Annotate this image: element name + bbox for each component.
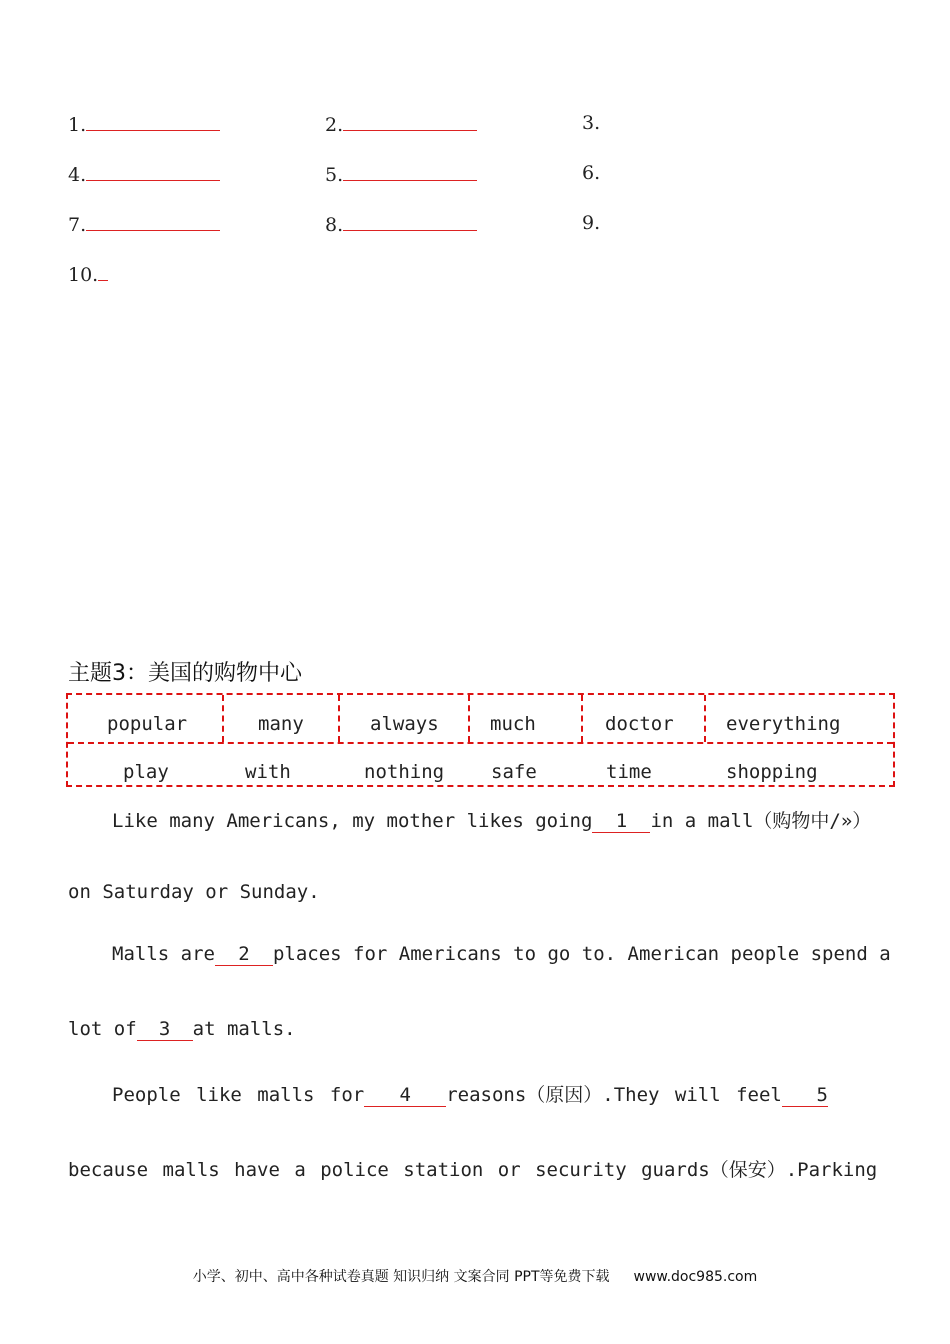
word-option: much xyxy=(490,713,536,735)
word-option: many xyxy=(258,713,304,735)
passage-line: People like malls for 4 reasons（原因）.They will feel 5 xyxy=(112,1084,828,1106)
answer-item: 5. xyxy=(325,162,477,186)
passage-line: on Saturday or Sunday. xyxy=(68,881,320,903)
answer-item: 2. xyxy=(325,112,477,136)
word-option: popular xyxy=(107,713,188,735)
word-option: play xyxy=(123,761,169,783)
answer-blank[interactable] xyxy=(86,162,220,181)
passage-blank[interactable]: 3 xyxy=(137,1018,193,1041)
answer-blank[interactable] xyxy=(343,212,477,231)
word-option: safe xyxy=(491,761,537,783)
answer-item: 6. xyxy=(582,162,601,184)
word-option: always xyxy=(370,713,439,735)
answer-item: 1. xyxy=(68,112,220,136)
answer-blank[interactable] xyxy=(86,212,220,231)
word-box-divider xyxy=(338,695,340,742)
word-option: doctor xyxy=(605,713,674,735)
passage-line: lot of 3 at malls. xyxy=(68,1018,296,1040)
word-box-divider xyxy=(468,695,470,742)
answer-item: 10. xyxy=(68,262,108,286)
passage-blank[interactable]: 1 xyxy=(592,810,650,833)
word-option: everything xyxy=(726,713,841,735)
passage-line: Malls are 2 places for Americans to go to. American people spend a xyxy=(112,943,891,965)
answer-blank[interactable] xyxy=(98,262,108,281)
word-box-divider xyxy=(222,695,224,742)
passage-line: Like many Americans, my mother likes going 1 in a mall（购物中/»） xyxy=(112,810,872,832)
word-option: with xyxy=(245,761,291,783)
word-box-divider xyxy=(581,695,583,742)
word-option: time xyxy=(606,761,652,783)
answer-blank[interactable] xyxy=(86,112,220,131)
answer-item: 8. xyxy=(325,212,477,236)
passage-blank[interactable]: 4 xyxy=(364,1084,446,1107)
passage-blank[interactable]: 5 xyxy=(782,1084,828,1107)
word-option: nothing xyxy=(364,761,445,783)
answer-blank[interactable] xyxy=(343,162,477,181)
word-option: shopping xyxy=(726,761,818,783)
page-footer xyxy=(0,1266,950,1286)
answer-item: 4. xyxy=(68,162,220,186)
answer-item: 9. xyxy=(582,212,601,234)
word-box xyxy=(66,693,895,787)
answer-item: 7. xyxy=(68,212,220,236)
footer-text: 小学、初中、高中各种试卷真题 知识归纳 文案合同 PPT等免费下载 xyxy=(192,1269,610,1285)
word-box-divider xyxy=(704,695,706,742)
answer-blank[interactable] xyxy=(343,112,477,131)
word-box-divider xyxy=(68,742,893,744)
passage-line: because malls have a police station or security guards（保安）.Parking xyxy=(68,1159,878,1181)
passage-blank[interactable]: 2 xyxy=(215,943,273,966)
footer-url[interactable]: www.doc985.com xyxy=(633,1269,758,1285)
topic-title: 主题3：美国的购物中心 xyxy=(68,661,302,686)
answer-item: 3. xyxy=(582,112,601,134)
